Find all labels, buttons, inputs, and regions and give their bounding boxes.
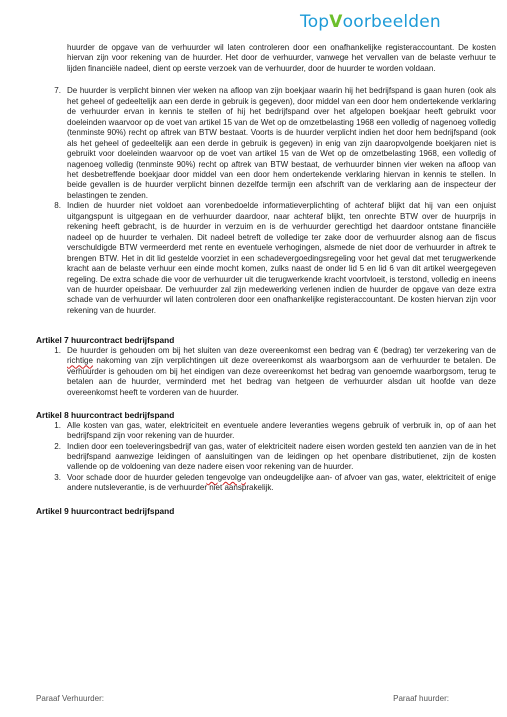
- spelling-error-mark: richtige: [67, 356, 93, 366]
- list-item: 1. Alle kosten van gas, water, elektriciteit en eventuele andere leveranties wegens gebruik of verbruik in, op of aan het bedrijfspand zijn voor rekening van de huurder.: [54, 420, 496, 441]
- topvoorbeelden-logo: TopVoorbeelden: [300, 12, 441, 32]
- footer-paraaf-verhuurder: Paraaf Verhuurder:: [36, 694, 104, 703]
- article-9-heading: Artikel 9 huurcontract bedrijfspand: [36, 505, 175, 516]
- article-7-heading: Artikel 7 huurcontract bedrijfspand: [36, 335, 175, 346]
- list-item: 8. Indien de huurder niet voldoet aan vorenbedoelde informatieverplichting of achteraf blijkt dat hij van een onjuist uitgangspunt is uitgegaan en de verhuurder daardoor, naar achteraf blijkt, ten onrechte BTW over de huurprijs in rekening heeft gebracht, is de huurder in verzuim en is de verhuurder gerechtigd het daardoor ontstane financiële nadeel op de huurder te verhalen. Dit nadeel betreft de volledige ter zake door de verhuurder alsnog aan de fiscus verschuldigde BTW vermeerderd met rente en eventuele verhogingen, alsmede de niet door de verhuurder in aftrek te brengen BTW. Het in dit lid gestelde voorziet in een schadevergoedingsregeling voor het geval dat met terugwerkende kracht aan de belaste verhuur een einde mocht komen, zulks naast de onder lid 5 en lid 6 van dit artikel weergegeven regeling. De extra schade die voor de verhuurder uit die terugwerkende kracht voortvloeit, is terstond, volledig en ineens van de huurder opeisbaar. De verhuurder zal zijn medewerking verlenen indien de huurder de opgave van deze extra schade van de verhuurder wil laten controleren door een onafhankelijke registeraccountant. De kosten hiervan zijn voor rekening van de huurder.: [54, 201, 496, 315]
- list-item: 7. De huurder is verplicht binnen vier weken na afloop van zijn boekjaar waarin hij het bedrijfspand is gaan huren (ook als het geheel of gedeeltelijk aan een derde in gebruik is gegeven), door middel van een door hem ondertekende verklaring de verhuurder ervan in kennis te stellen of hij het bedrijfspand over het afgelopen boekjaar heeft gebruikt voor doeleinden waarvoor op de voet van artikel 15 van de Wet op de omzetbelasting 1968 een volledig of nagenoeg volledig (tenminste 90%) recht op aftrek van BTW bestaat. Voorts is de huurder verplicht indien het door hem bedrijfspand (ook als het geheel of gedeeltelijk aan een derde in gebruik is gegeven) in enig van zijn daaropvolgende boekjaren niet is gebruikt voor doeleinden waarvoor op de voet van artikel 15 van de Wet op de omzetbelasting 1968, een volledig of nagenoeg volledig (tenminste 90%) recht op aftrek van BTW bestaat, de verhuurder binnen vier weken na afloop van het desbetreffende boekjaar door middel van een door hem ondertekende verklaring hiervan in kennis te stellen. In beide gevallen is de huurder verplicht binnen dezelfde termijn een afschrift van de verklaring aan de inspecteur der belastingen te zenden.: [54, 86, 496, 200]
- footer-paraaf-huurder: Paraaf huurder:: [393, 694, 449, 703]
- article-8-heading: Artikel 8 huurcontract bedrijfspand: [36, 410, 175, 421]
- list-item: 2. Indien door een toeleveringsbedrijf van gas, water of elektriciteit nadere eisen worden gesteld ten aanzien van de in het bedrijfspand aanwezige leidingen of aansluitingen van de leidingen op het openbare distributienet, zijn de kosten vallende op de voldoening van deze nadere eisen voor rekening van de huurder.: [54, 441, 496, 472]
- list-item: 1. De huurder is gehouden om bij het sluiten van deze overeenkomst een bedrag van € (bedrag) ter verzekering van de richtige nakoming van zijn verplichtingen uit deze overeenkomst als waarborgsom aan de verhuurder te betalen. De verhuurder is gehouden om bij het eindigen van deze overeenkomst het bedrag van genoemde waarborgsom, terug te betalen aan de huurder, verminderd met het bedrag van hetgeen de verhuurder alsdan uit hoofde van deze overeenkomst heeft te vorderen van de huurder.: [54, 345, 496, 397]
- intro-paragraph: huurder de opgave van de verhuurder wil laten controleren door een onafhankelijke registeraccountant. De kosten hiervan zijn voor rekening van de huurder. Het door de verhuurder, vanwege het vervallen van de belaste verhuur te lijden financiële nadeel, dient op eerste verzoek van de verhuurder, door de huurder te worden voldaan.: [67, 43, 496, 73]
- document-body: [36, 43, 496, 516]
- page-footer: [36, 694, 449, 703]
- spelling-error-mark: tengevolge: [206, 472, 246, 482]
- list-item: 3. Voor schade door de huurder geleden tengevolge van ondeugdelijke aan- of afvoer van gas, water, elektriciteit of enige andere nutsleverantie, is de verhuurder niet aansprakelijk.: [54, 472, 496, 493]
